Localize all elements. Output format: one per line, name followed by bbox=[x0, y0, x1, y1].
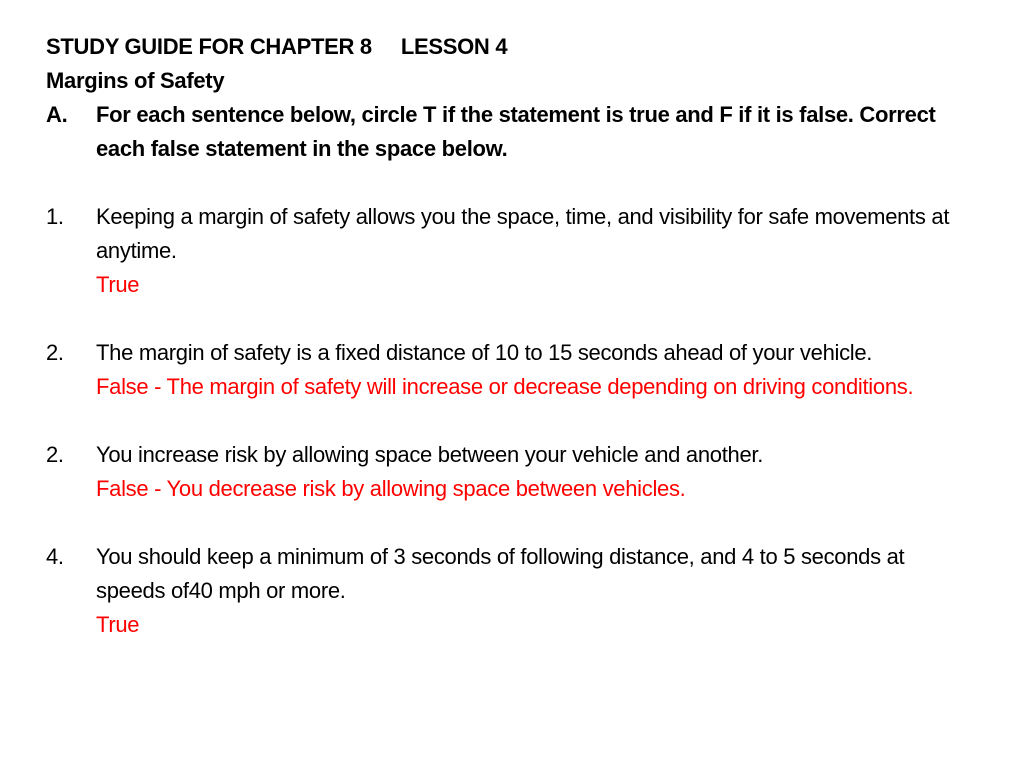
question-answer: False - The margin of safety will increase or decrease depending on driving conditions. bbox=[96, 374, 914, 399]
page-title: STUDY GUIDE FOR CHAPTER 8 LESSON 4 bbox=[46, 34, 508, 59]
question-statement: Keeping a margin of safety allows you the space, time, and visibility for safe movements at anytime. bbox=[96, 204, 950, 263]
instructions-text: For each sentence below, circle T if the statement is true and F if it is false. Correct each false statement in the space below. bbox=[96, 102, 936, 161]
question-answer: True bbox=[96, 612, 140, 637]
question-number: 2. bbox=[46, 340, 64, 365]
question-answer: True bbox=[96, 272, 140, 297]
question-statement: The margin of safety is a fixed distance of 10 to 15 seconds ahead of your vehicle. bbox=[96, 340, 873, 365]
spacer bbox=[46, 302, 984, 336]
spacer bbox=[46, 506, 984, 540]
question-item bbox=[46, 540, 984, 642]
question-item bbox=[46, 336, 984, 404]
page-subtitle: Margins of Safety bbox=[46, 68, 225, 93]
question-item bbox=[46, 438, 984, 506]
question-item bbox=[46, 200, 984, 302]
question-number: 4. bbox=[46, 544, 64, 569]
question-answer: False - You decrease risk by allowing space between vehicles. bbox=[96, 476, 686, 501]
spacer bbox=[46, 404, 984, 438]
question-number: 1. bbox=[46, 204, 64, 229]
instructions-marker: A. bbox=[46, 102, 68, 127]
question-statement: You should keep a minimum of 3 seconds of following distance, and 4 to 5 seconds at speeds of40 mph or more. bbox=[96, 544, 905, 603]
instructions bbox=[46, 98, 984, 166]
spacer bbox=[46, 166, 984, 200]
question-statement: You increase risk by allowing space between your vehicle and another. bbox=[96, 442, 764, 467]
question-number: 2. bbox=[46, 442, 64, 467]
